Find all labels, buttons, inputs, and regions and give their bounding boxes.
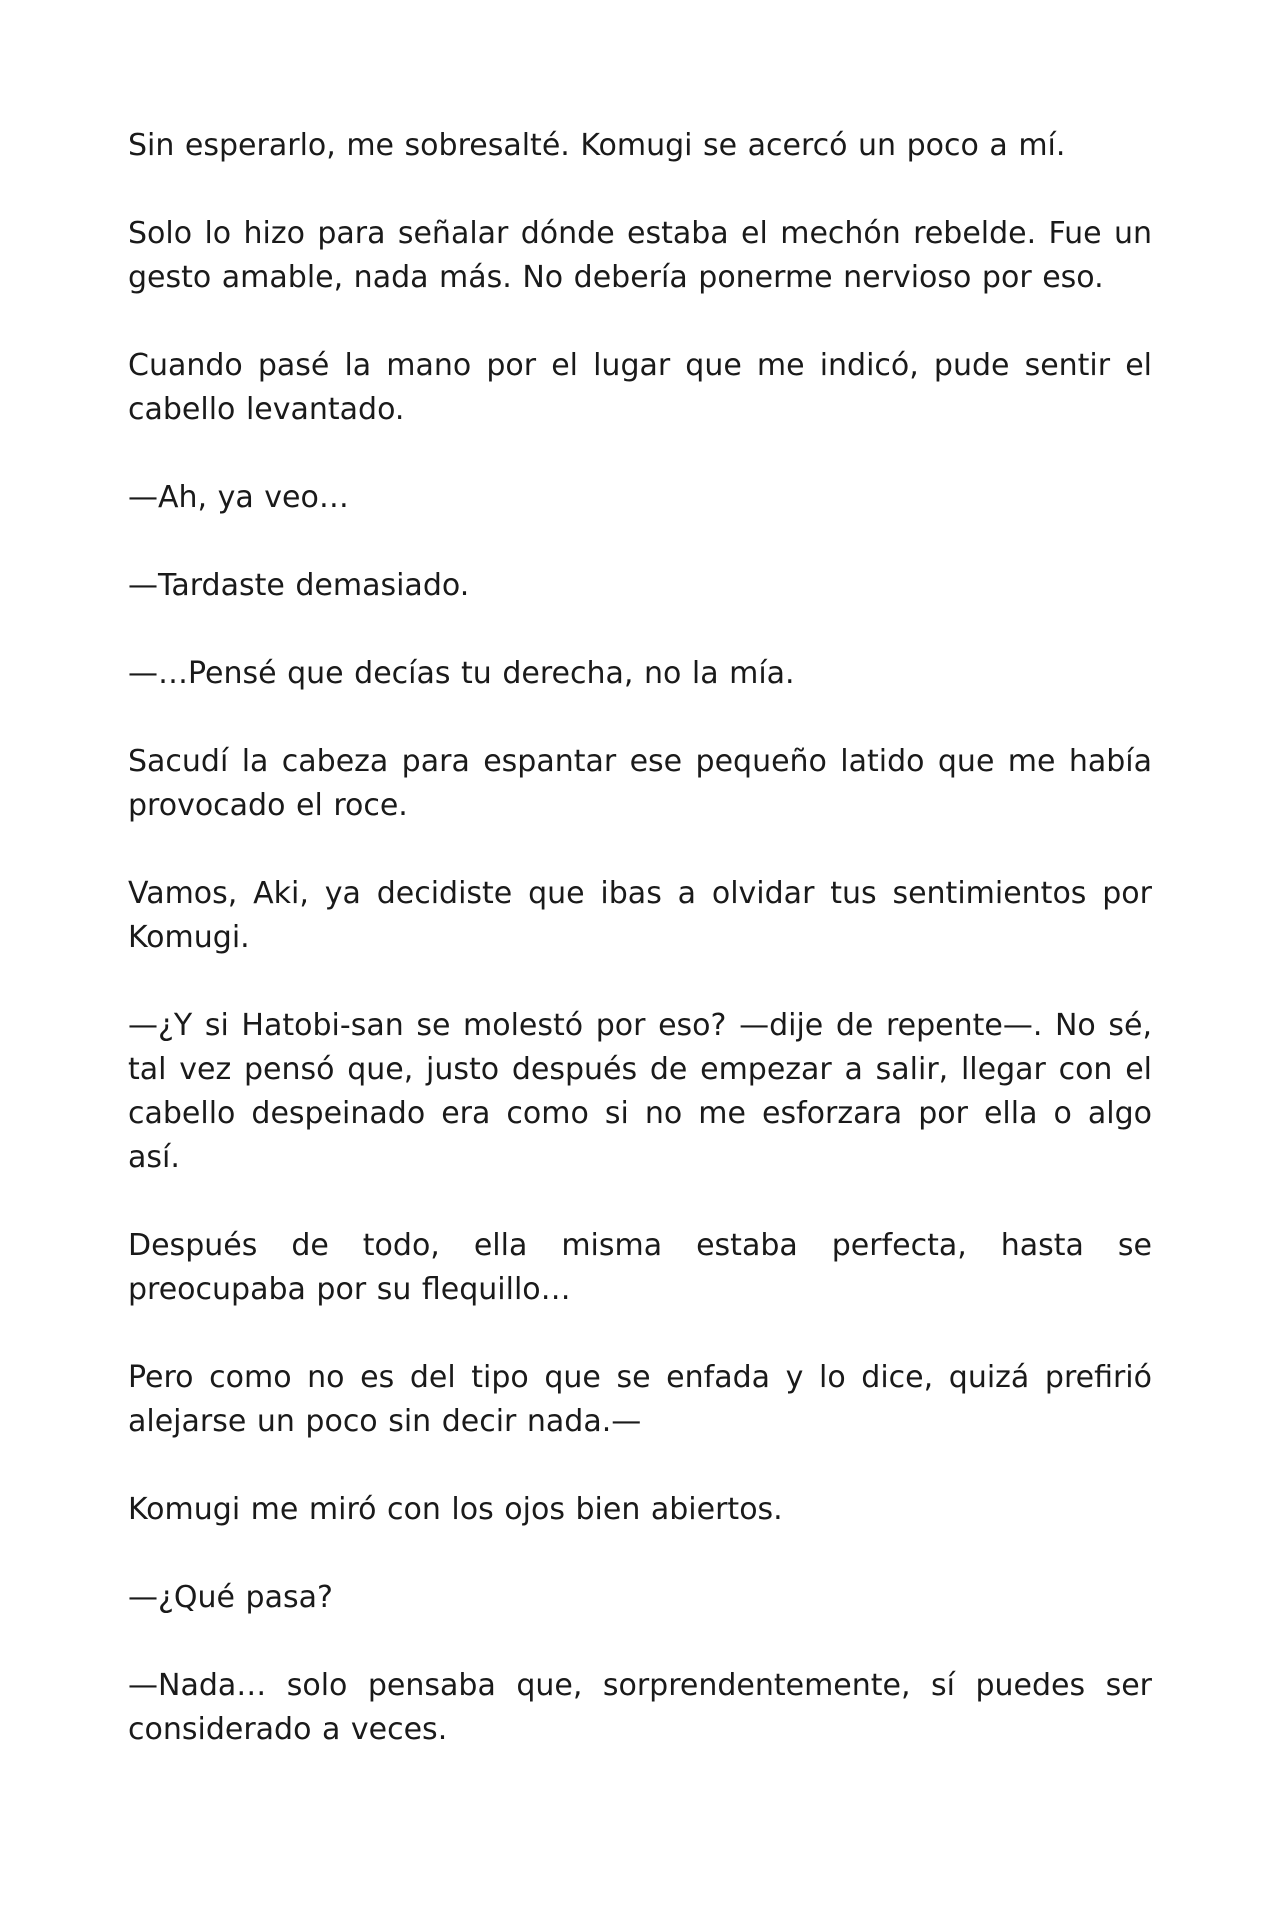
paragraph: Sacudí la cabeza para espantar ese pequeño latido que me había provocado el roce. bbox=[128, 744, 1152, 823]
paragraph: Cuando pasé la mano por el lugar que me indicó, pude sentir el cabello levantado. bbox=[128, 348, 1152, 427]
dialogue-line: —Nada… solo pensaba que, sorprendentemente, sí puedes ser considerado a veces. bbox=[128, 1668, 1152, 1747]
dialogue-line: —…Pensé que decías tu derecha, no la mía. bbox=[128, 656, 795, 691]
dialogue-line: —Ah, ya veo… bbox=[128, 480, 349, 515]
paragraph: Solo lo hizo para señalar dónde estaba el mechón rebelde. Fue un gesto amable, nada más. No debería ponerme nervioso por eso. bbox=[128, 216, 1152, 295]
paragraph: Komugi me miró con los ojos bien abiertos. bbox=[128, 1492, 783, 1527]
dialogue-line: —¿Qué pasa? bbox=[128, 1580, 333, 1615]
dialogue-line: —¿Y si Hatobi-san se molestó por eso? —dije de repente—. No sé, tal vez pensó que, justo después de empezar a salir, llegar con el cabello despeinado era como si no me esforzara por ella o algo así. bbox=[128, 1008, 1152, 1175]
text-body bbox=[128, 124, 1152, 1752]
paragraph: Pero como no es del tipo que se enfada y lo dice, quizá prefirió alejarse un poco sin decir nada.— bbox=[128, 1360, 1152, 1439]
paragraph: Vamos, Aki, ya decidiste que ibas a olvidar tus sentimientos por Komugi. bbox=[128, 876, 1152, 955]
paragraph: Sin esperarlo, me sobresalté. Komugi se acercó un poco a mí. bbox=[128, 128, 1066, 163]
dialogue-line: —Tardaste demasiado. bbox=[128, 568, 470, 603]
paragraph: Después de todo, ella misma estaba perfecta, hasta se preocupaba por su flequillo… bbox=[128, 1228, 1152, 1307]
